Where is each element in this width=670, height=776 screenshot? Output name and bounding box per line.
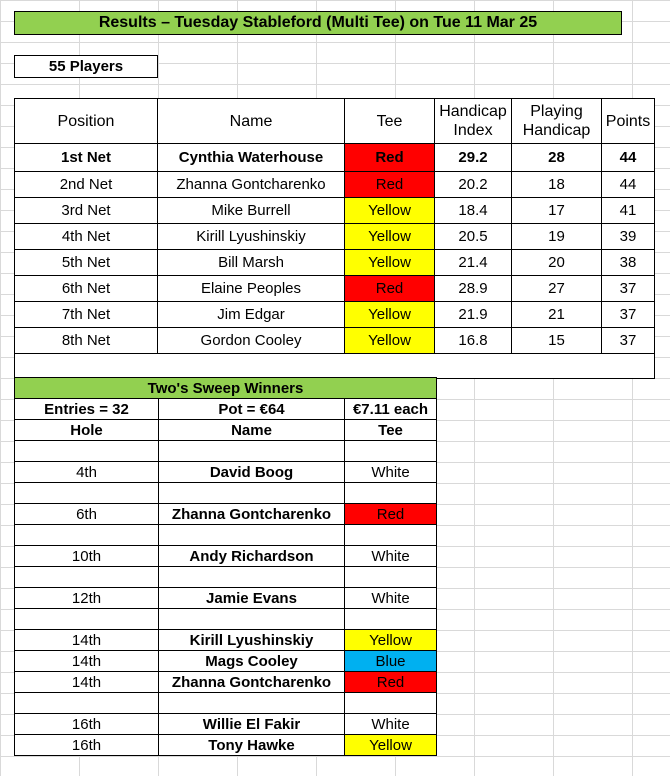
blank-row xyxy=(15,693,437,714)
cell-tee: Yellow xyxy=(345,224,435,250)
header-points: Points xyxy=(602,99,655,144)
blank-cell xyxy=(15,525,159,546)
sweep-table xyxy=(14,377,437,756)
winner-hole: 10th xyxy=(15,546,159,567)
cell-handicap-index: 28.9 xyxy=(435,276,512,302)
cell-playing-handicap: 27 xyxy=(512,276,602,302)
blank-row xyxy=(15,525,437,546)
header-name: Name xyxy=(158,99,345,144)
list-item xyxy=(15,504,437,525)
results-table xyxy=(14,98,655,379)
winner-hole: 14th xyxy=(15,651,159,672)
header-tee: Tee xyxy=(345,99,435,144)
winner-hole: 6th xyxy=(15,504,159,525)
cell-position: 1st Net xyxy=(15,144,158,172)
cell-playing-handicap: 28 xyxy=(512,144,602,172)
winner-name: Zhanna Gontcharenko xyxy=(159,504,345,525)
cell-tee: Yellow xyxy=(345,198,435,224)
winner-name: David Boog xyxy=(159,462,345,483)
winner-tee: White xyxy=(345,588,437,609)
cell-playing-handicap: 17 xyxy=(512,198,602,224)
table-row xyxy=(15,328,655,354)
cell-position: 6th Net xyxy=(15,276,158,302)
list-item xyxy=(15,672,437,693)
blank-cell xyxy=(345,525,437,546)
cell-position: 4th Net xyxy=(15,224,158,250)
winner-tee: White xyxy=(345,546,437,567)
winner-hole: 14th xyxy=(15,672,159,693)
cell-handicap-index: 18.4 xyxy=(435,198,512,224)
table-row xyxy=(15,302,655,328)
winner-name: Andy Richardson xyxy=(159,546,345,567)
cell-handicap-index: 20.2 xyxy=(435,172,512,198)
blank-cell xyxy=(15,441,159,462)
cell-points: 37 xyxy=(602,302,655,328)
winner-tee: White xyxy=(345,714,437,735)
cell-tee: Yellow xyxy=(345,302,435,328)
cell-points: 38 xyxy=(602,250,655,276)
cell-playing-handicap: 19 xyxy=(512,224,602,250)
cell-handicap-index: 21.4 xyxy=(435,250,512,276)
cell-tee: Red xyxy=(345,276,435,302)
cell-handicap-index: 21.9 xyxy=(435,302,512,328)
cell-position: 3rd Net xyxy=(15,198,158,224)
cell-name: Zhanna Gontcharenko xyxy=(158,172,345,198)
header-position: Position xyxy=(15,99,158,144)
blank-cell xyxy=(345,567,437,588)
winner-tee: Red xyxy=(345,504,437,525)
table-row xyxy=(15,276,655,302)
sweep-info-row xyxy=(15,399,437,420)
winner-name: Zhanna Gontcharenko xyxy=(159,672,345,693)
blank-cell xyxy=(15,483,159,504)
cell-handicap-index: 20.5 xyxy=(435,224,512,250)
list-item xyxy=(15,630,437,651)
blank-row xyxy=(15,441,437,462)
blank-cell xyxy=(159,609,345,630)
cell-position: 8th Net xyxy=(15,328,158,354)
cell-position: 5th Net xyxy=(15,250,158,276)
blank-row xyxy=(15,609,437,630)
cell-name: Elaine Peoples xyxy=(158,276,345,302)
blank-cell xyxy=(345,483,437,504)
sweep-header-hole: Hole xyxy=(15,420,159,441)
winner-hole: 4th xyxy=(15,462,159,483)
cell-playing-handicap: 20 xyxy=(512,250,602,276)
players-count: 55 Players xyxy=(14,55,158,78)
winner-tee: Yellow xyxy=(345,630,437,651)
cell-playing-handicap: 18 xyxy=(512,172,602,198)
cell-position: 2nd Net xyxy=(15,172,158,198)
list-item xyxy=(15,735,437,756)
sweep-header-row xyxy=(15,420,437,441)
blank-cell xyxy=(345,609,437,630)
blank-cell xyxy=(159,525,345,546)
cell-playing-handicap: 21 xyxy=(512,302,602,328)
table-row xyxy=(15,198,655,224)
table-row xyxy=(15,172,655,198)
spacer-cell xyxy=(15,354,655,379)
cell-points: 37 xyxy=(602,328,655,354)
cell-name: Bill Marsh xyxy=(158,250,345,276)
blank-cell xyxy=(159,567,345,588)
winner-name: Kirill Lyushinskiy xyxy=(159,630,345,651)
cell-name: Mike Burrell xyxy=(158,198,345,224)
blank-cell xyxy=(159,441,345,462)
blank-cell xyxy=(15,567,159,588)
list-item xyxy=(15,546,437,567)
sweep-pot: Pot = €64 xyxy=(159,399,345,420)
cell-tee: Yellow xyxy=(345,328,435,354)
winner-hole: 12th xyxy=(15,588,159,609)
sweep-entries: Entries = 32 xyxy=(15,399,159,420)
winner-name: Jamie Evans xyxy=(159,588,345,609)
cell-points: 39 xyxy=(602,224,655,250)
list-item xyxy=(15,588,437,609)
cell-name: Jim Edgar xyxy=(158,302,345,328)
header-playing-handicap: Playing Handicap xyxy=(512,99,602,144)
sweep-title-row xyxy=(15,378,437,399)
sweep-each: €7.11 each xyxy=(345,399,437,420)
cell-points: 37 xyxy=(602,276,655,302)
cell-position: 7th Net xyxy=(15,302,158,328)
header-handicap-index: Handicap Index xyxy=(435,99,512,144)
cell-handicap-index: 16.8 xyxy=(435,328,512,354)
winner-hole: 14th xyxy=(15,630,159,651)
table-row xyxy=(15,224,655,250)
cell-points: 44 xyxy=(602,144,655,172)
winner-tee: Red xyxy=(345,672,437,693)
blank-cell xyxy=(15,693,159,714)
cell-playing-handicap: 15 xyxy=(512,328,602,354)
cell-name: Kirill Lyushinskiy xyxy=(158,224,345,250)
cell-tee: Red xyxy=(345,172,435,198)
blank-cell xyxy=(345,441,437,462)
winner-name: Mags Cooley xyxy=(159,651,345,672)
sweep-header-name: Name xyxy=(159,420,345,441)
list-item xyxy=(15,714,437,735)
cell-tee: Yellow xyxy=(345,250,435,276)
table-row xyxy=(15,250,655,276)
winner-tee: Yellow xyxy=(345,735,437,756)
cell-points: 41 xyxy=(602,198,655,224)
winner-name: Willie El Fakir xyxy=(159,714,345,735)
blank-row xyxy=(15,483,437,504)
table-row xyxy=(15,144,655,172)
blank-cell xyxy=(345,693,437,714)
sweep-header-tee: Tee xyxy=(345,420,437,441)
blank-row xyxy=(15,567,437,588)
cell-handicap-index: 29.2 xyxy=(435,144,512,172)
blank-cell xyxy=(15,609,159,630)
winner-hole: 16th xyxy=(15,735,159,756)
winner-name: Tony Hawke xyxy=(159,735,345,756)
cell-tee: Red xyxy=(345,144,435,172)
sweep-title: Two's Sweep Winners xyxy=(15,378,437,399)
page-title: Results – Tuesday Stableford (Multi Tee) on Tue 11 Mar 25 xyxy=(14,11,622,35)
list-item xyxy=(15,651,437,672)
results-header-row xyxy=(15,99,655,144)
blank-cell xyxy=(159,483,345,504)
cell-points: 44 xyxy=(602,172,655,198)
winner-tee: White xyxy=(345,462,437,483)
spacer-row xyxy=(15,354,655,379)
winner-hole: 16th xyxy=(15,714,159,735)
cell-name: Gordon Cooley xyxy=(158,328,345,354)
winner-tee: Blue xyxy=(345,651,437,672)
list-item xyxy=(15,462,437,483)
cell-name: Cynthia Waterhouse xyxy=(158,144,345,172)
blank-cell xyxy=(159,693,345,714)
